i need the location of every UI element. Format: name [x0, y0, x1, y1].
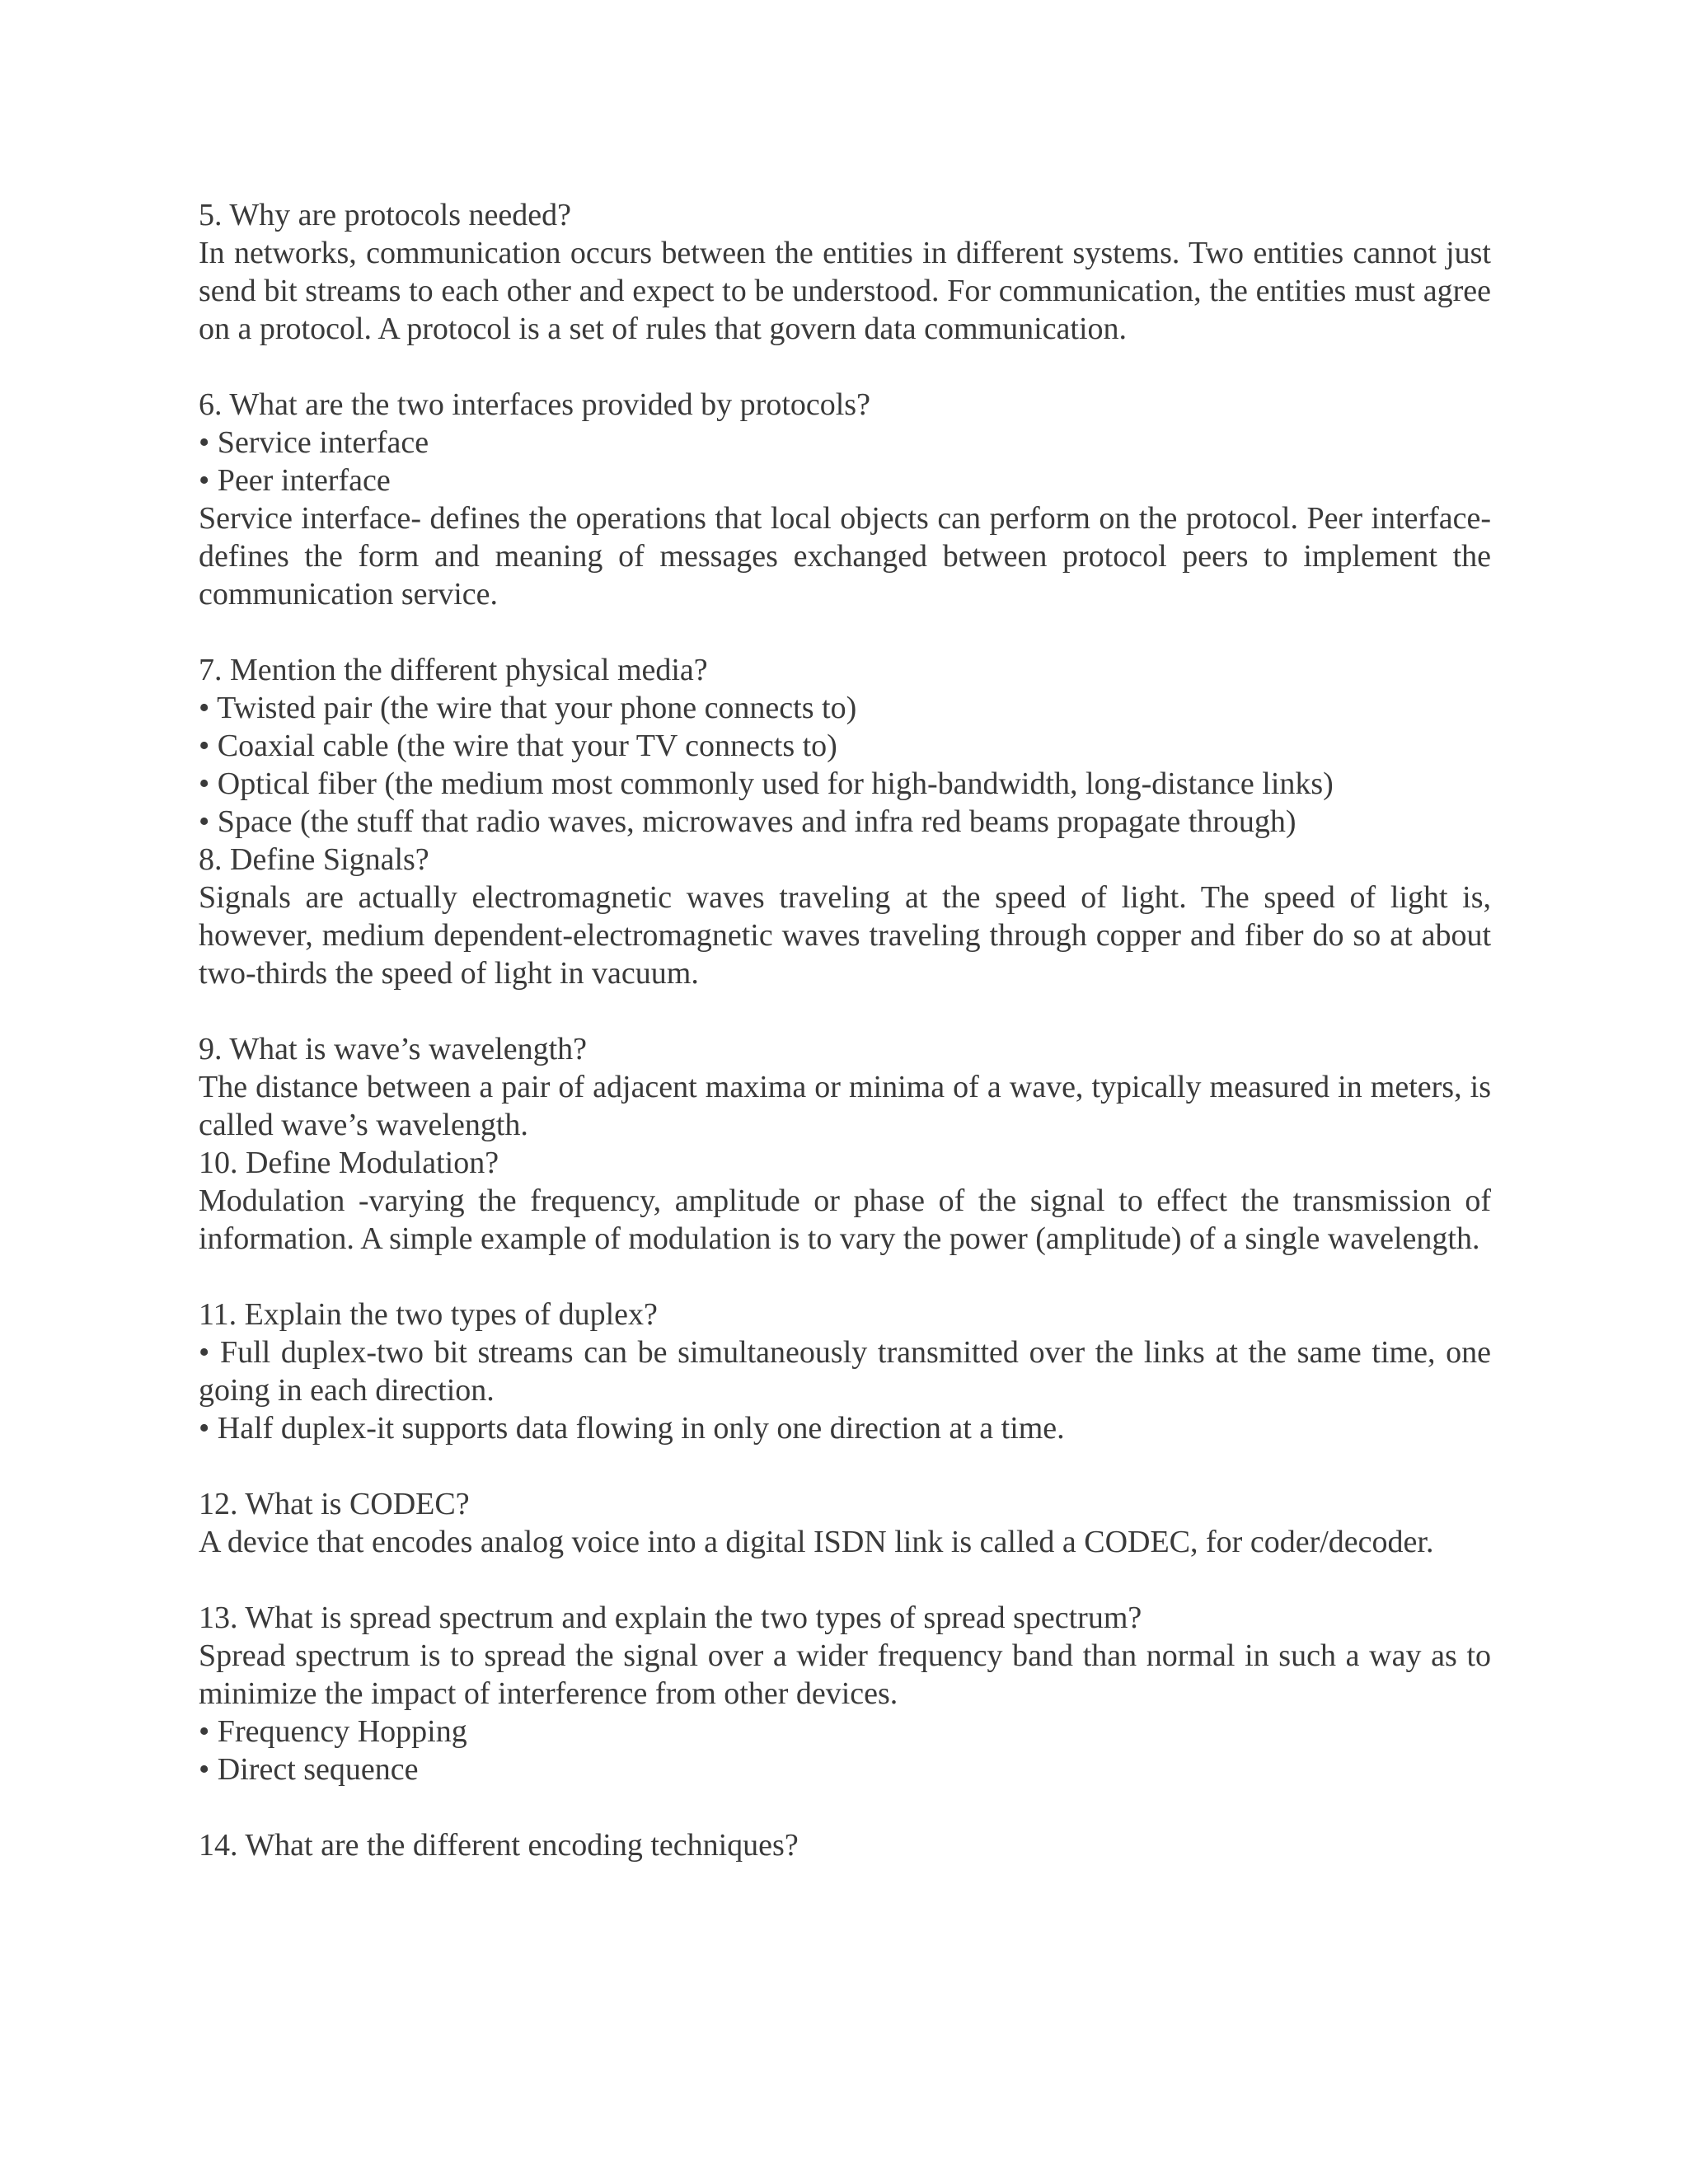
q11-bullet-half-duplex: • Half duplex-it supports data flowing in only one direction at a time. — [199, 1411, 1065, 1446]
q6-bullet-peer-interface: • Peer interface — [199, 463, 391, 498]
q13-bullet-direct-sequence: • Direct sequence — [199, 1752, 419, 1787]
paragraph-gap — [199, 613, 1491, 651]
q7-heading: 7. Mention the different physical media? — [199, 653, 708, 687]
paragraph-gap — [199, 992, 1491, 1030]
q7-bullet-optical-fiber: • Optical fiber (the medium most commonly used for high-bandwidth, long-distance links) — [199, 766, 1334, 801]
q13-answer: Spread spectrum is to spread the signal over a wider frequency band than normal in such a way as to minimize the impact of interference from other devices. — [199, 1638, 1491, 1711]
q13-heading: 13. What is spread spectrum and explain the two types of spread spectrum? — [199, 1601, 1142, 1635]
q8-heading: 8. Define Signals? — [199, 842, 429, 877]
q11-heading: 11. Explain the two types of duplex? — [199, 1297, 658, 1332]
q5-answer: In networks, communication occurs between the entities in different systems. Two entities cannot just send bit streams to each other and expect to be understood. For communication, the entities must agree on a protocol. A protocol is a set of rules that govern data communication. — [199, 236, 1491, 346]
q9-heading: 9. What is wave’s wavelength? — [199, 1032, 587, 1066]
paragraph-gap — [199, 348, 1491, 386]
q10-answer: Modulation -varying the frequency, amplitude or phase of the signal to effect the transmission of information. A simple example of modulation is to vary the power (amplitude) of a single wavelength. — [199, 1183, 1491, 1256]
q13-bullet-frequency-hopping: • Frequency Hopping — [199, 1714, 467, 1749]
paragraph-gap — [199, 1788, 1491, 1826]
q7-bullet-twisted-pair: • Twisted pair (the wire that your phone connects to) — [199, 691, 857, 725]
document-page — [199, 196, 1491, 1864]
q8-answer: Signals are actually electromagnetic waves traveling at the speed of light. The speed of light is, however, medium dependent-electromagnetic waves traveling through copper and fiber do so at about two-thirds the speed of light in vacuum. — [199, 880, 1491, 991]
q14-heading: 14. What are the different encoding techniques? — [199, 1828, 799, 1863]
q10-heading: 10. Define Modulation? — [199, 1146, 499, 1180]
q12-heading: 12. What is CODEC? — [199, 1487, 470, 1521]
paragraph-gap — [199, 1447, 1491, 1485]
q5-heading: 5. Why are protocols needed? — [199, 198, 571, 232]
q6-heading: 6. What are the two interfaces provided by protocols? — [199, 387, 870, 422]
q7-bullet-space: • Space (the stuff that radio waves, microwaves and infra red beams propagate through) — [199, 804, 1296, 839]
paragraph-gap — [199, 1561, 1491, 1599]
q6-answer: Service interface- defines the operations that local objects can perform on the protocol. Peer interface- defines the form and meaning of messages exchanged between protocol peers to implement the communication service. — [199, 501, 1491, 612]
q6-bullet-service-interface: • Service interface — [199, 425, 429, 460]
q7-bullet-coaxial-cable: • Coaxial cable (the wire that your TV connects to) — [199, 729, 837, 763]
q9-answer: The distance between a pair of adjacent maxima or minima of a wave, typically measured in meters, is called wave’s wavelength. — [199, 1070, 1491, 1142]
q11-bullet-full-duplex: • Full duplex-two bit streams can be simultaneously transmitted over the links at the same time, one going in each direction. — [199, 1335, 1491, 1408]
q12-answer: A device that encodes analog voice into a digital ISDN link is called a CODEC, for coder/decoder. — [199, 1525, 1434, 1559]
paragraph-gap — [199, 1258, 1491, 1296]
